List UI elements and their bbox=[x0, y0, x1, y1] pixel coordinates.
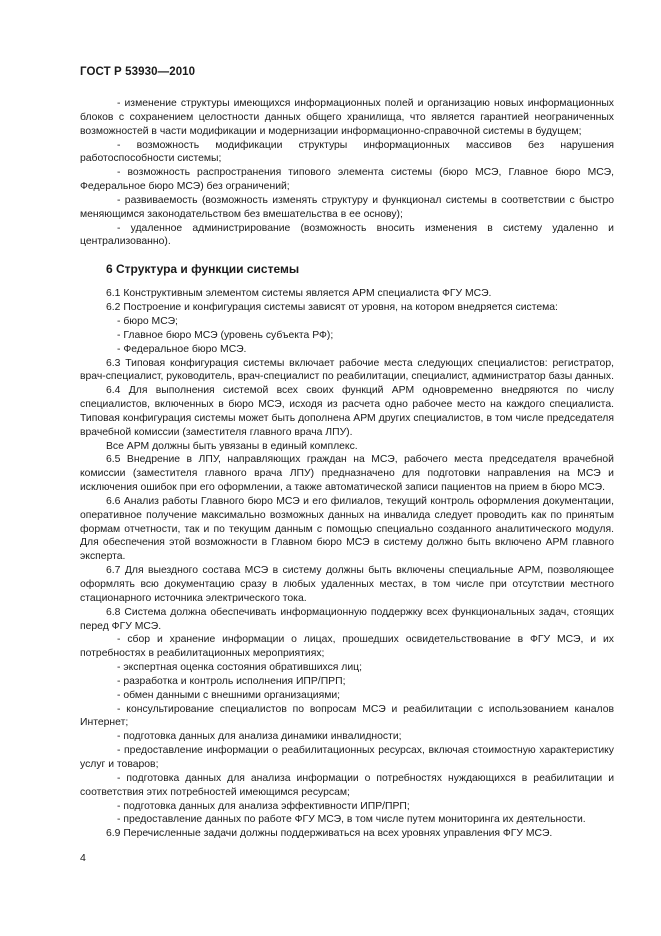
list-item: - обмен данными с внешними организациями; bbox=[117, 689, 341, 701]
list-item: - удаленное администрирование (возможность вносить изменения в систему удаленно и централизованно). bbox=[80, 222, 614, 248]
list-item: - Главное бюро МСЭ (уровень субъекта РФ); bbox=[117, 329, 334, 341]
page-number: 4 bbox=[80, 852, 86, 864]
list-item: - изменение структуры имеющихся информационных полей и организацию новых информационных блоков с сохранением целостности данных общего хранилища, что является гарантией неограниченных возможностей в части модификации и модернизации информационно-справочной системы в будущем; bbox=[80, 98, 614, 137]
list-item: - возможность модификации структуры информационных массивов без нарушения работоспособности системы; bbox=[80, 139, 614, 165]
list-item: - консультирование специалистов по вопросам МСЭ и реабилитации с использованием каналов Интернет; bbox=[80, 703, 614, 729]
paragraph: 6.8 Система должна обеспечивать информационную поддержку всех функциональных задач, стоящих перед ФГУ МСЭ. bbox=[80, 606, 614, 632]
list-item: - предоставление данных по работе ФГУ МСЭ, в том числе путем мониторинга их деятельности. bbox=[117, 814, 586, 826]
paragraph: 6.9 Перечисленные задачи должны поддерживаться на всех уровнях управления ФГУ МСЭ. bbox=[106, 828, 553, 840]
paragraph: 6.1 Конструктивным элементом системы является АРМ специалиста ФГУ МСЭ. bbox=[106, 288, 492, 300]
list-item: - бюро МСЭ; bbox=[117, 315, 178, 327]
list-item: - развиваемость (возможность изменять структуру и функционал системы в соответствии с быстро меняющимся законодательством без вмешательства в ее основу); bbox=[80, 194, 614, 220]
list-item: - экспертная оценка состояния обратившихся лиц; bbox=[117, 662, 362, 674]
list-item: - подготовка данных для анализа информации о потребностях нуждающихся в реабилитации и соответствия этих потребностей имеющимся ресурсам; bbox=[80, 772, 614, 798]
paragraph: 6.3 Типовая конфигурация системы включает рабочие места следующих специалистов: регистратор, врач-специалист, руководитель, врач-специалист по реабилитации, специалист, администратор базы данных. bbox=[80, 357, 614, 383]
paragraph: 6.5 Внедрение в ЛПУ, направляющих граждан на МСЭ, рабочего места председателя врачебной комиссии (заместителя главного врача ЛПУ) предназначено для подготовки направления на МСЭ и исключения ошибок при его оформлении, а также автоматической записи пациентов на прием в бюро МСЭ. bbox=[80, 454, 614, 494]
paragraph: 6.4 Для выполнения системой всех своих функций АРМ одновременно внедряются по числу специалистов, включенных в бюро МСЭ, исходя из расчета одно рабочее место на каждого специалиста. Типовая конфигурация системы может быть дополнена АРМ других специалистов, в том числе председателя врачебной комиссии (заместителя главного врача ЛПУ). bbox=[80, 385, 614, 438]
paragraph: 6.2 Построение и конфигурация системы зависят от уровня, на котором внедряется система: bbox=[106, 302, 558, 314]
list-item: - сбор и хранение информации о лицах, прошедших освидетельствование в ФГУ МСЭ, и их потребностях в реабилитационных мероприятиях; bbox=[80, 634, 614, 660]
section-heading: 6 Структура и функции системы bbox=[106, 262, 300, 277]
list-item: - подготовка данных для анализа эффективности ИПР/ПРП; bbox=[117, 800, 410, 812]
paragraph: Все АРМ должны быть увязаны в единый комплекс. bbox=[106, 440, 358, 452]
document-header: ГОСТ Р 53930—2010 bbox=[80, 66, 196, 78]
document-body bbox=[80, 97, 614, 841]
paragraph: 6.6 Анализ работы Главного бюро МСЭ и его филиалов, текущий контроль оформления документации, оперативное получение максимально возможных данных на инвалида следует проводить как по принятым формам отчетности, так и по текущим данным с помощью специально созданного аналитического модуля. Для обеспечения этой возможности в Главном бюро МСЭ в систему должно быть включено АРМ главного эксперта. bbox=[80, 495, 614, 563]
paragraph: 6.7 Для выездного состава МСЭ в систему должны быть включены специальные АРМ, позволяющее оформлять всю документацию сразу в любых удаленных местах, в том числе при отсутствии местного стационарного источника электрического тока. bbox=[80, 565, 614, 604]
list-item: - возможность распространения типового элемента системы (бюро МСЭ, Главное бюро МСЭ, Федеральное бюро МСЭ) без ограничений; bbox=[80, 167, 614, 193]
list-item: - Федеральное бюро МСЭ. bbox=[117, 343, 247, 355]
list-item: - разработка и контроль исполнения ИПР/ПРП; bbox=[117, 675, 346, 687]
list-item: - предоставление информации о реабилитационных ресурсах, включая стоимостную характеристику услуг и товаров; bbox=[80, 745, 614, 770]
list-item: - подготовка данных для анализа динамики инвалидности; bbox=[117, 731, 402, 743]
